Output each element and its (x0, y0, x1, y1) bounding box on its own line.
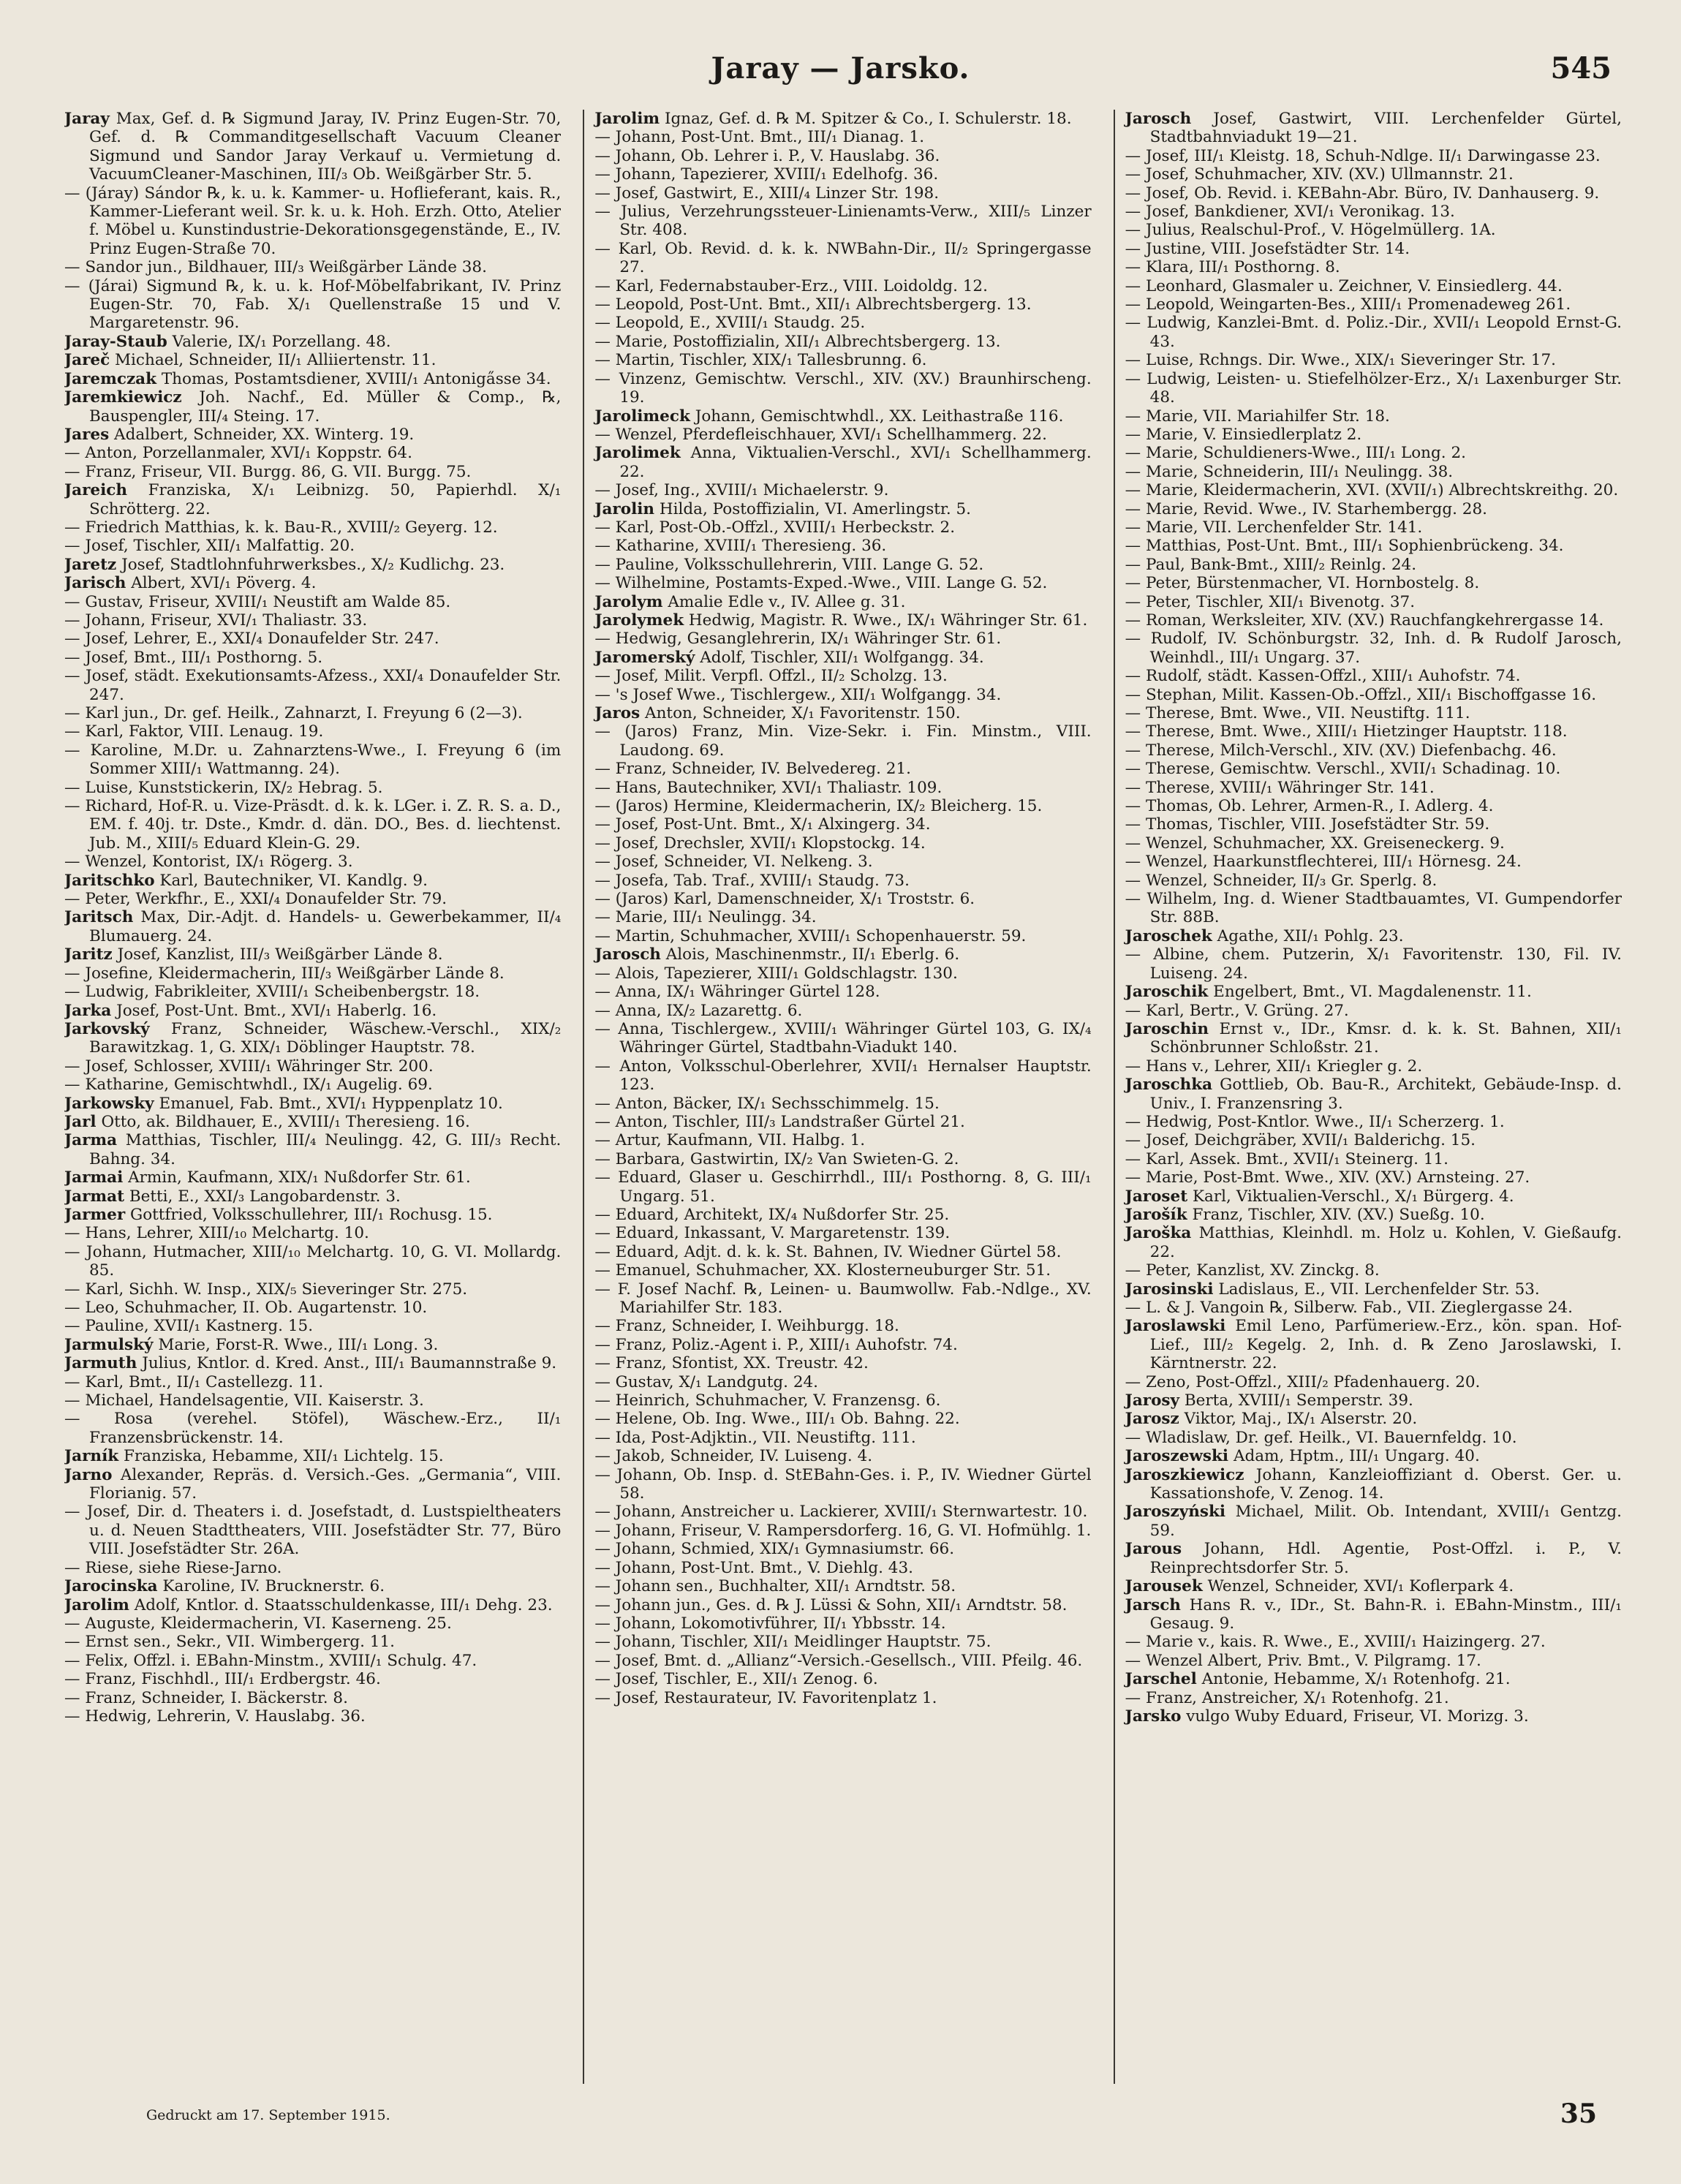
directory-entry: — Hans v., Lehrer, XII/₁ Kriegler g. 2. (1125, 1057, 1423, 1076)
directory-entry: — Alois, Tapezierer, XIII/₁ Goldschlagstr. 130. (594, 964, 958, 983)
directory-entry: — Josef, Gastwirt, E., XIII/₄ Linzer Str. 198. (594, 184, 940, 203)
directory-entry: Jarmer Gottfried, Volksschullehrer, III/₁ Rochusg. 15. (64, 1205, 493, 1224)
directory-entry: — Marie, V. Einsiedlerplatz 2. (1125, 425, 1362, 444)
directory-entry: — (Jaros) Hermine, Kleidermacherin, IX/₂ Bleicherg. 15. (594, 797, 1043, 816)
directory-entry: — Ludwig, Fabrikleiter, XVIII/₁ Scheibenbergstr. 18. (64, 983, 480, 1002)
directory-entry: — Anna, IX/₂ Lazarettg. 6. (594, 1001, 803, 1020)
directory-entry: Jaroslawski Emil Leno, Parfümeriew.-Erz., kön. span. Hof-Lief., III/₂ Kegelg. 2, Inh. d. ℞ Zeno Jaroslawski, I. Kärntnerstr. 22. (1125, 1317, 1622, 1373)
directory-entry: — Josef, Deichgräber, XVII/₁ Balderichg. 15. (1125, 1131, 1476, 1150)
sheet-number: 35 (1560, 2098, 1597, 2129)
directory-entry: Jarl Otto, ak. Bildhauer, E., XVIII/₁ Theresieng. 16. (64, 1112, 470, 1131)
directory-entry: — Katharine, Gemischtwhdl., IX/₁ Augelig. 69. (64, 1076, 433, 1095)
directory-entry: — Josef, Lehrer, E., XXI/₄ Donaufelder Str. 247. (64, 630, 439, 649)
directory-entry: — Johann, Lokomotivführer, II/₁ Ybbsstr. 14. (594, 1614, 946, 1633)
directory-entry: Jarosz Viktor, Maj., IX/₁ Alserstr. 20. (1125, 1410, 1418, 1429)
directory-entry: — Josef, Post-Unt. Bmt., X/₁ Alxingerg. 34. (594, 815, 931, 834)
column-left (64, 110, 561, 2084)
directory-entry: — Johann, Hutmacher, XIII/₁₀ Melchartg. 10, G. VI. Mollardg. 85. (64, 1242, 562, 1280)
directory-entry: — Johann, Friseur, XVI/₁ Thaliastr. 33. (64, 611, 368, 630)
directory-entry: — Josef, Tischler, XII/₁ Malfattig. 20. (64, 537, 355, 556)
directory-entry: Jarousek Wenzel, Schneider, XVI/₁ Koflerpark 4. (1125, 1577, 1514, 1596)
directory-entry: — Therese, Bmt. Wwe., XIII/₁ Hietzinger Hauptstr. 118. (1125, 722, 1568, 741)
directory-entry: — Therese, Gemischtw. Verschl., XVII/₁ Schadinag. 10. (1125, 760, 1561, 779)
directory-entry: Jarka Josef, Post-Unt. Bmt., XVI/₁ Haberlg. 16. (64, 1001, 437, 1020)
directory-entry: — Franz, Fischhdl., III/₁ Erdbergstr. 46. (64, 1670, 381, 1689)
directory-entry: Jarno Alexander, Repräs. d. Versich.-Ges. „Germania“, VIII. Florianig. 57. (64, 1465, 562, 1503)
directory-entry: — Franz, Sfontist, XX. Treustr. 42. (594, 1354, 869, 1373)
directory-entry: Jarolym Amalie Edle v., IV. Allee g. 31. (594, 592, 906, 611)
directory-entry: Jarisch Albert, XVI/₁ Pöverg. 4. (64, 574, 317, 593)
directory-entry: — Peter, Tischler, XII/₁ Bivenotg. 37. (1125, 592, 1416, 611)
directory-entry: — Johann, Schmied, XIX/₁ Gymnasiumstr. 66. (594, 1540, 955, 1559)
directory-entry: — Franz, Poliz.-Agent i. P., XIII/₁ Auhofstr. 74. (594, 1335, 958, 1354)
directory-entry: Jaroszkiewicz Johann, Kanzleioffiziant d. Oberst. Ger. u. Kassationshofe, V. Zenog. 14. (1125, 1465, 1622, 1503)
directory-entry: — Julius, Verzehrungssteuer-Linienamts-Verw., XIII/₅ Linzer Str. 408. (594, 203, 1092, 240)
directory-entry: — Peter, Werkfhr., E., XXI/₄ Donaufelder Str. 79. (64, 890, 447, 909)
directory-entry: Jarmulský Marie, Forst-R. Wwe., III/₁ Long. 3. (64, 1335, 439, 1354)
directory-entry: — Vinzenz, Gemischtw. Verschl., XIV. (XV.) Braunhirscheng. 19. (594, 369, 1092, 407)
directory-entry: — Wenzel, Kontorist, IX/₁ Rögerg. 3. (64, 853, 353, 872)
directory-entry: Jaroschin Ernst v., IDr., Kmsr. d. k. k. St. Bahnen, XII/₁ Schönbrunner Schloßstr. 21. (1125, 1019, 1622, 1057)
directory-entry: — Luise, Kunststickerin, IX/₂ Hebrag. 5. (64, 778, 383, 797)
directory-entry: — Ida, Post-Adjktin., VII. Neustiftg. 111. (594, 1428, 916, 1447)
directory-entry: — Johann, Tischler, XII/₁ Meidlinger Hauptstr. 75. (594, 1633, 991, 1652)
directory-entry: — Richard, Hof-R. u. Vize-Präsdt. d. k. k. LGer. i. Z. R. S. a. D., EM. f. 40j. tr. Dste., Kmdr. d. dän. DO., Bes. d. liechtenst. Jub. M., XIII/₅ Eduard Klein-G. 29. (64, 797, 562, 853)
directory-entry: — Hedwig, Lehrerin, V. Hauslabg. 36. (64, 1707, 366, 1726)
print-date: Gedruckt am 17. September 1915. (146, 2107, 390, 2123)
directory-entry: Jaremkiewicz Joh. Nachf., Ed. Müller & Comp., ℞, Bauspengler, III/₄ Steing. 17. (64, 388, 562, 426)
directory-entry: — Josef, Milit. Verpfl. Offzl., II/₂ Scholzg. 13. (594, 667, 948, 686)
directory-entry: — Karl, Bertr., V. Grüng. 27. (1125, 1001, 1349, 1020)
directory-entry: — Franz, Schneider, I. Bäckerstr. 8. (64, 1688, 348, 1707)
directory-entry: — Wenzel, Schneider, II/₃ Gr. Sperlg. 8. (1125, 871, 1438, 890)
directory-entry: — Katharine, XVIII/₁ Theresieng. 36. (594, 537, 887, 556)
directory-entry: Jaroška Matthias, Kleinhdl. m. Holz u. Kohlen, V. Gießaufg. 22. (1125, 1224, 1622, 1261)
directory-entry: — Roman, Werksleiter, XIV. (XV.) Rauchfangkehrergasse 14. (1125, 611, 1604, 630)
directory-entry: — Karl, Post-Ob.-Offzl., XVIII/₁ Herbeckstr. 2. (594, 518, 956, 537)
directory-entry: — Josef, Drechsler, XVII/₁ Klopstockg. 14. (594, 834, 926, 853)
page-number: 545 (1550, 51, 1612, 86)
directory-entry: — Karl, Bmt., II/₁ Castellezg. 11. (64, 1372, 324, 1391)
directory-entry: Jaroschek Agathe, XII/₁ Pohlg. 23. (1125, 926, 1404, 945)
directory-entry: — Josef, Dir. d. Theaters i. d. Josefstadt, d. Lustspieltheaters u. d. Neuen Stadttheaters, VIII. Josefstädter Str. 77, Büro VIII. Josefstädter Str. 26A. (64, 1503, 562, 1559)
directory-entry: — Julius, Realschul-Prof., V. Högelmüllerg. 1A. (1125, 221, 1496, 240)
directory-entry: Jares Adalbert, Schneider, XX. Winterg. 19. (64, 425, 415, 444)
directory-entry: — Josef, Ing., XVIII/₁ Michaelerstr. 9. (594, 481, 889, 500)
directory-entry: — Eduard, Glaser u. Geschirrhdl., III/₁ Posthorng. 8, G. III/₁ Ungarg. 51. (594, 1168, 1092, 1206)
running-title: Jaray — Jarsko. (711, 51, 970, 86)
directory-entry: — Wilhelmine, Postamts-Exped.-Wwe., VIII. Lange G. 52. (594, 574, 1048, 593)
directory-entry: — Karl, Ob. Revid. d. k. k. NWBahn-Dir., II/₂ Springergasse 27. (594, 239, 1092, 277)
directory-entry: — Marie v., kais. R. Wwe., E., XVIII/₁ Haizingerg. 27. (1125, 1633, 1546, 1652)
column-right (1114, 110, 1622, 2084)
directory-entry: — Hans, Bautechniker, XVI/₁ Thaliastr. 109. (594, 778, 943, 797)
directory-entry: — Martin, Tischler, XIX/₁ Tallesbrunng. 6. (594, 351, 927, 370)
directory-entry: — Josef, Schneider, VI. Nelkeng. 3. (594, 853, 873, 872)
directory-entry: Jarocinska Karoline, IV. Brucknerstr. 6. (64, 1577, 385, 1596)
directory-entry: Jaritsch Max, Dir.-Adjt. d. Handels- u. Gewerbekammer, II/₄ Blumauerg. 24. (64, 908, 562, 945)
directory-entry: — Hedwig, Gesanglehrerin, IX/₁ Währinger Str. 61. (594, 630, 1002, 649)
directory-entry: — Anna, IX/₁ Währinger Gürtel 128. (594, 983, 880, 1002)
directory-entry: Jarolimek Anna, Viktualien-Verschl., XVI/₁ Schellhammerg. 22. (594, 444, 1092, 481)
directory-entry: — Johann, Anstreicher u. Lackierer, XVIII/₁ Sternwartestr. 10. (594, 1503, 1088, 1522)
directory-entry: — Marie, Schneiderin, III/₁ Neulingg. 38. (1125, 462, 1454, 481)
directory-entry: — Heinrich, Schuhmacher, V. Franzensg. 6. (594, 1391, 941, 1410)
directory-entry: — Riese, siehe Riese-Jarno. (64, 1558, 282, 1577)
directory-entry: — Ludwig, Leisten- u. Stiefelhölzer-Erz., X/₁ Laxenburger Str. 48. (1125, 369, 1622, 407)
directory-entry: — Artur, Kaufmann, VII. Halbg. 1. (594, 1131, 866, 1150)
directory-entry: Jarošík Franz, Tischler, XIV. (XV.) Sueßg. 10. (1125, 1205, 1485, 1224)
directory-entry: Jaray Max, Gef. d. ℞ Sigmund Jaray, IV. Prinz Eugen-Str. 70, Gef. d. ℞ Commanditgesellschaft Vacuum Cleaner Sigmund und Sandor Jaray Verkauf u. Vermietung d. VacuumCleaner-Maschinen, III/₃ Ob. Weißgärber Str. 5. (64, 110, 562, 184)
directory-entry: — Anna, Tischlergew., XVIII/₁ Währinger Gürtel 103, G. IX/₄ Währinger Gürtel, Stadtbahn-Viadukt 140. (594, 1019, 1092, 1057)
directory-entry: — Marie, Postoffizialin, XII/₁ Albrechtsbergerg. 13. (594, 332, 1001, 351)
directory-entry: — Luise, Rchngs. Dir. Wwe., XIX/₁ Sieveringer Str. 17. (1125, 351, 1556, 370)
directory-entry: — Josef, Tischler, E., XII/₁ Zenog. 6. (594, 1670, 878, 1689)
directory-entry: — Sandor jun., Bildhauer, III/₃ Weißgärber Lände 38. (64, 258, 487, 277)
directory-entry: — Wladislaw, Dr. gef. Heilk., VI. Bauernfeldg. 10. (1125, 1428, 1517, 1447)
directory-entry: Jarosinski Ladislaus, E., VII. Lerchenfelder Str. 53. (1125, 1280, 1540, 1299)
directory-entry: — Marie, Revid. Wwe., IV. Starhembergg. 28. (1125, 499, 1487, 518)
directory-entry: — Johann, Post-Unt. Bmt., III/₁ Dianag. 1. (594, 128, 925, 147)
directory-entry: Jarkovský Franz, Schneider, Wäschew.-Verschl., XIX/₂ Barawitzkag. 1, G. XIX/₁ Döblinger Hauptstr. 78. (64, 1019, 562, 1057)
directory-entry: Jaray-Staub Valerie, IX/₁ Porzellang. 48. (64, 332, 391, 351)
directory-entry: — Rudolf, IV. Schönburgstr. 32, Inh. d. ℞ Rudolf Jarosch, Weinhdl., III/₁ Ungarg. 37. (1125, 630, 1622, 667)
directory-entry: Jaremczak Thomas, Postamtsdiener, XVIII/₁ Antoniga̋sse 34. (64, 369, 551, 388)
directory-entry: — Klara, III/₁ Posthorng. 8. (1125, 258, 1340, 277)
directory-entry: — Josef, Restaurateur, IV. Favoritenplatz 1. (594, 1688, 937, 1707)
directory-entry: — Karoline, M.Dr. u. Zahnarztens-Wwe., I. Freyung 6 (im Sommer XIII/₁ Wattmanng. 24). (64, 741, 562, 779)
directory-entry: — Gustav, Friseur, XVIII/₁ Neustift am Walde 85. (64, 592, 451, 611)
directory-entry: — Zeno, Post-Offzl., XIII/₂ Pfadenhauerg. 20. (1125, 1372, 1481, 1391)
directory-entry: — Wilhelm, Ing. d. Wiener Stadtbauamtes, VI. Gumpendorfer Str. 88B. (1125, 890, 1622, 927)
directory-entry: — Karl, Faktor, VIII. Lenaug. 19. (64, 722, 324, 741)
directory-entry: Jarmuth Julius, Kntlor. d. Kred. Anst., III/₁ Baumannstraße 9. (64, 1354, 557, 1373)
directory-entry: — Friedrich Matthias, k. k. Bau-R., XVIII/₂ Geyerg. 12. (64, 518, 498, 537)
directory-entry: — Johann, Ob. Insp. d. StEBahn-Ges. i. P., IV. Wiedner Gürtel 58. (594, 1465, 1092, 1503)
directory-entry: — Anton, Porzellanmaler, XVI/₁ Koppstr. 64. (64, 444, 412, 463)
directory-entry: — Johann, Tapezierer, XVIII/₁ Edelhofg. 36. (594, 165, 939, 184)
directory-entry: — Emanuel, Schuhmacher, XX. Klosterneuburger Str. 51. (594, 1261, 1051, 1280)
directory-entry: — Franz, Anstreicher, X/₁ Rotenhofg. 21. (1125, 1688, 1449, 1707)
directory-entry: Jaritz Josef, Kanzlist, III/₃ Weißgärber Lände 8. (64, 945, 443, 964)
directory-entry: — Therese, Milch-Verschl., XIV. (XV.) Diefenbachg. 46. (1125, 741, 1557, 760)
directory-entry: — F. Josef Nachf. ℞, Leinen- u. Baumwollw. Fab.-Ndlge., XV. Mariahilfer Str. 183. (594, 1280, 1092, 1317)
directory-entry: — Karl, Sichh. W. Insp., XIX/₅ Sieveringer Str. 275. (64, 1280, 468, 1299)
directory-entry: Jaroschka Gottlieb, Ob. Bau-R., Architekt, Gebäude-Insp. d. Univ., I. Franzensring 3. (1125, 1076, 1622, 1113)
directory-entry: — Josef, Schlosser, XVIII/₁ Währinger Str. 200. (64, 1057, 434, 1076)
directory-entry: Jarolim Adolf, Kntlor. d. Staatsschuldenkasse, III/₁ Dehg. 23. (64, 1595, 553, 1614)
directory-entry: — Justine, VIII. Josefstädter Str. 14. (1125, 239, 1410, 258)
directory-entry: — Franz, Schneider, IV. Belvedereg. 21. (594, 760, 911, 779)
directory-entry: — Josefa, Tab. Traf., XVIII/₁ Staudg. 73. (594, 871, 910, 890)
directory-entry: — Karl, Assek. Bmt., XVII/₁ Steinerg. 11. (1125, 1149, 1448, 1168)
directory-entry: — Felix, Offzl. i. EBahn-Minstm., XVIII/₁ Schulg. 47. (64, 1651, 477, 1670)
directory-entry: — Matthias, Post-Unt. Bmt., III/₁ Sophienbrückeng. 34. (1125, 537, 1564, 556)
directory-entry: — Leopold, Weingarten-Bes., XIII/₁ Promenadeweg 261. (1125, 295, 1571, 314)
directory-entry: — Leo, Schuhmacher, II. Ob. Augartenstr. 10. (64, 1299, 428, 1317)
directory-entry: Jarosch Alois, Maschinenmstr., II/₁ Eberlg. 6. (594, 945, 960, 964)
directory-entry: — Ernst sen., Sekr., VII. Wimbergerg. 11. (64, 1633, 395, 1652)
directory-entry: — (Jaros) Franz, Min. Vize-Sekr. i. Fin. Minstm., VIII. Laudong. 69. (594, 722, 1092, 760)
directory-entry: — Josef, Bmt. d. „Allianz“-Versich.-Gesellsch., VIII. Pfeilg. 46. (594, 1651, 1083, 1670)
directory-entry: — Franz, Schneider, I. Weihburgg. 18. (594, 1317, 899, 1336)
directory-entry: — Therese, Bmt. Wwe., VII. Neustiftg. 111. (1125, 704, 1470, 722)
directory-entry: Jareč Michael, Schneider, II/₁ Alliiertenstr. 11. (64, 351, 437, 370)
directory-entry: — Franz, Friseur, VII. Burgg. 86, G. VII. Burgg. 75. (64, 462, 472, 481)
directory-entry: — Karl, Federnabstauber-Erz., VIII. Loidoldg. 12. (594, 276, 988, 295)
directory-entry: — Josefine, Kleidermacherin, III/₃ Weißgärber Lände 8. (64, 964, 505, 983)
directory-entry: — Hans, Lehrer, XIII/₁₀ Melchartg. 10. (64, 1224, 369, 1243)
directory-entry: Jaromerský Adolf, Tischler, XII/₁ Wolfgangg. 34. (594, 648, 984, 667)
directory-entry: Jarschel Antonie, Hebamme, X/₁ Rotenhofg. 21. (1125, 1670, 1511, 1689)
directory-entry: Jarník Franziska, Hebamme, XII/₁ Lichtelg. 15. (64, 1447, 444, 1466)
directory-entry: — Marie, III/₁ Neulingg. 34. (594, 908, 817, 927)
directory-entry: — 's Josef Wwe., Tischlergew., XII/₁ Wolfgangg. 34. (594, 685, 1002, 704)
directory-entry: — Josef, Schuhmacher, XIV. (XV.) Ullmannstr. 21. (1125, 165, 1514, 184)
directory-entry: Jarous Johann, Hdl. Agentie, Post-Offzl. i. P., V. Reinprechtsdorfer Str. 5. (1125, 1540, 1622, 1577)
directory-entry: — Martin, Schuhmacher, XVIII/₁ Schopenhauerstr. 59. (594, 926, 1027, 945)
directory-entry: — Leopold, Post-Unt. Bmt., XII/₁ Albrechtsbergerg. 13. (594, 295, 1032, 314)
directory-entry: — Peter, Bürstenmacher, VI. Hornbostelg. 8. (1125, 574, 1480, 593)
directory-entry: — L. & J. Vangoin ℞, Silberw. Fab., VII. Zieglergasse 24. (1125, 1299, 1574, 1317)
directory-entry: — Marie, Schuldieners-Wwe., III/₁ Long. 2. (1125, 444, 1466, 463)
directory-entry: — Josef, Bankdiener, XVI/₁ Veronikag. 13. (1125, 203, 1455, 222)
directory-entry: — Marie, VII. Lerchenfelder Str. 141. (1125, 518, 1423, 537)
directory-entry: — Helene, Ob. Ing. Wwe., III/₁ Ob. Bahng. 22. (594, 1410, 960, 1429)
directory-entry: Jaroset Karl, Viktualien-Verschl., X/₁ Bürgerg. 4. (1125, 1187, 1514, 1206)
directory-entry: Jarosch Josef, Gastwirt, VIII. Lerchenfelder Gürtel, Stadtbahnviadukt 19—21. (1125, 110, 1622, 147)
directory-entry: Jarma Matthias, Tischler, III/₄ Neulingg. 42, G. III/₃ Recht. Bahng. 34. (64, 1131, 562, 1168)
directory-entry: — Johann, Post-Unt. Bmt., V. Diehlg. 43. (594, 1558, 913, 1577)
directory-entry: Jarolymek Hedwig, Magistr. R. Wwe., IX/₁ Währinger Str. 61. (594, 611, 1088, 630)
directory-entry: — Josef, Ob. Revid. i. KEBahn-Abr. Büro, IV. Danhauserg. 9. (1125, 184, 1600, 203)
directory-entry: — (Járai) Sigmund ℞, k. u. k. Hof-Möbelfabrikant, IV. Prinz Eugen-Str. 70, Fab. X/₁ Quellenstraße 15 und V. Margaretenstr. 96. (64, 276, 562, 333)
directory-entry: Jaretz Josef, Stadtlohnfuhrwerksbes., X/₂ Kudlichg. 23. (64, 555, 505, 574)
directory-entry: — Auguste, Kleidermacherin, VI. Kaserneng. 25. (64, 1614, 452, 1633)
directory-entry: Jarolimeck Johann, Gemischtwhdl., XX. Leithastraße 116. (594, 407, 1064, 426)
directory-entry: — Wenzel, Schuhmacher, XX. Greiseneckerg. 9. (1125, 834, 1505, 853)
directory-entry: — Eduard, Inkassant, V. Margaretenstr. 139. (594, 1224, 951, 1243)
directory-entry: — Paul, Bank-Bmt., XIII/₂ Reinlg. 24. (1125, 555, 1417, 574)
directory-entry: Jarsch Hans R. v., IDr., St. Bahn-R. i. EBahn-Minstm., III/₁ Gesaug. 9. (1125, 1595, 1622, 1633)
directory-entry: — Eduard, Architekt, IX/₄ Nußdorfer Str. 25. (594, 1205, 950, 1224)
directory-entry: Jaros Anton, Schneider, X/₁ Favoritenstr. 150. (594, 704, 961, 722)
directory-entry: Jaroszewski Adam, Hptm., III/₁ Ungarg. 40. (1125, 1447, 1480, 1466)
directory-entry: Jaroschik Engelbert, Bmt., VI. Magdalenenstr. 11. (1125, 983, 1532, 1002)
directory-entry: — Thomas, Tischler, VIII. Josefstädter Str. 59. (1125, 815, 1490, 834)
directory-entry: — (Jaros) Karl, Damenschneider, X/₁ Troststr. 6. (594, 890, 975, 909)
directory-entry: — Anton, Bäcker, IX/₁ Sechsschimmelg. 15. (594, 1094, 940, 1113)
directory-entry: — Gustav, X/₁ Landgutg. 24. (594, 1372, 819, 1391)
directory-entry: — Eduard, Adjt. d. k. k. St. Bahnen, IV. Wiedner Gürtel 58. (594, 1242, 1062, 1261)
directory-entry: — Marie, Kleidermacherin, XVI. (XVII/₁) Albrechtskreithg. 20. (1125, 481, 1619, 500)
directory-entry: Jarolim Ignaz, Gef. d. ℞ M. Spitzer & Co., I. Schulerstr. 18. (594, 110, 1072, 128)
directory-entry: — Pauline, Volksschullehrerin, VIII. Lange G. 52. (594, 555, 984, 574)
directory-entry: Jarmai Armin, Kaufmann, XIX/₁ Nußdorfer Str. 61. (64, 1168, 471, 1187)
directory-entry: — Pauline, XVII/₁ Kastnerg. 15. (64, 1317, 314, 1336)
directory-entry: — Anton, Volksschul-Oberlehrer, XVII/₁ Hernalser Hauptstr. 123. (594, 1057, 1092, 1095)
column-middle (583, 110, 1091, 2084)
directory-entry: — Jakob, Schneider, IV. Luiseng. 4. (594, 1447, 873, 1466)
directory-entry: Jaritschko Karl, Bautechniker, VI. Kandlg. 9. (64, 871, 428, 890)
directory-entry: — Johann sen., Buchhalter, XII/₁ Arndtstr. 58. (594, 1577, 956, 1596)
directory-entry: Jaroszyński Michael, Milit. Ob. Intendant, XVIII/₁ Gentzg. 59. (1125, 1503, 1622, 1540)
directory-entry: Jarsko vulgo Wuby Eduard, Friseur, VI. Morizg. 3. (1125, 1707, 1529, 1726)
directory-entry: — Barbara, Gastwirtin, IX/₂ Van Swieten-G. 2. (594, 1149, 959, 1168)
directory-entry: — Marie, VII. Mariahilfer Str. 18. (1125, 407, 1390, 426)
directory-entry: — Johann, Friseur, V. Rampersdorferg. 16, G. VI. Hofmühlg. 1. (594, 1521, 1092, 1540)
directory-entry: Jarolin Hilda, Postoffizialin, VI. Amerlingstr. 5. (594, 499, 971, 518)
directory-entry: — Albine, chem. Putzerin, X/₁ Favoritenstr. 130, Fil. IV. Luiseng. 24. (1125, 945, 1622, 983)
directory-entry: Jarmat Betti, E., XXI/₃ Langobardenstr. 3. (64, 1187, 401, 1206)
directory-entry: Jareich Franziska, X/₁ Leibnizg. 50, Papierhdl. X/₁ Schrötterg. 22. (64, 481, 562, 518)
directory-entry: — Leopold, E., XVIII/₁ Staudg. 25. (594, 314, 866, 333)
directory-entry: — Thomas, Ob. Lehrer, Armen-R., I. Adlerg. 4. (1125, 797, 1494, 816)
directory-entry: Jarkowsky Emanuel, Fab. Bmt., XVI/₁ Hyppenplatz 10. (64, 1094, 503, 1113)
directory-entry: — Therese, XVIII/₁ Währinger Str. 141. (1125, 778, 1435, 797)
directory-entry: — Rudolf, städt. Kassen-Offzl., XIII/₁ Auhofstr. 74. (1125, 667, 1521, 686)
page-header (0, 51, 1681, 102)
directory-entry: — Ludwig, Kanzlei-Bmt. d. Poliz.-Dir., XVII/₁ Leopold Ernst-G. 43. (1125, 314, 1622, 351)
directory-entry: — Peter, Kanzlist, XV. Zinckg. 8. (1125, 1261, 1380, 1280)
directory-entry: — Josef, städt. Exekutionsamts-Afzess., XXI/₄ Donaufelder Str. 247. (64, 667, 562, 704)
directory-entry: — Marie, Post-Bmt. Wwe., XIV. (XV.) Arnsteing. 27. (1125, 1168, 1530, 1187)
entry-columns (64, 110, 1622, 2084)
directory-entry: — (Járay) Sándor ℞, k. u. k. Kammer- u. Hoflieferant, kais. R., Kammer-Lieferant weil. Sr. k. u. k. Hoh. Erzh. Otto, Atelier f. Möbel u. Kunstindustrie-Dekorationsgegenstände, E., IV. Prinz Eugen-Straße 70. (64, 184, 562, 258)
directory-entry: Jarosy Berta, XVIII/₁ Semperstr. 39. (1125, 1391, 1413, 1410)
directory-entry: — Rosa (verehel. Stöfel), Wäschew.-Erz., II/₁ Franzensbrückenstr. 14. (64, 1410, 562, 1447)
directory-entry: — Josef, Bmt., III/₁ Posthorng. 5. (64, 648, 323, 667)
directory-entry: — Wenzel, Pferdefleischhauer, XVI/₁ Schellhammerg. 22. (594, 425, 1047, 444)
directory-entry: — Wenzel, Haarkunstflechterei, III/₁ Hörnesg. 24. (1125, 853, 1522, 872)
directory-entry: — Leonhard, Glasmaler u. Zeichner, V. Einsiedlerg. 44. (1125, 276, 1563, 295)
directory-entry: — Wenzel Albert, Priv. Bmt., V. Pilgramg. 17. (1125, 1651, 1481, 1670)
directory-entry: — Stephan, Milit. Kassen-Ob.-Offzl., XII/₁ Bischoffgasse 16. (1125, 685, 1597, 704)
directory-entry: — Anton, Tischler, III/₃ Landstraßer Gürtel 21. (594, 1112, 965, 1131)
directory-entry: — Hedwig, Post-Kntlor. Wwe., II/₁ Scherzerg. 1. (1125, 1112, 1505, 1131)
directory-entry: — Michael, Handelsagentie, VII. Kaiserstr. 3. (64, 1391, 424, 1410)
directory-entry: — Josef, III/₁ Kleistg. 18, Schuh-Ndlge. II/₁ Darwingasse 23. (1125, 146, 1601, 165)
directory-entry: — Johann jun., Ges. d. ℞ J. Lüssi & Sohn, XII/₁ Arndtstr. 58. (594, 1595, 1068, 1614)
directory-entry: — Karl jun., Dr. gef. Heilk., Zahnarzt, I. Freyung 6 (2—3). (64, 704, 523, 722)
directory-entry: — Johann, Ob. Lehrer i. P., V. Hauslabg. 36. (594, 146, 940, 165)
